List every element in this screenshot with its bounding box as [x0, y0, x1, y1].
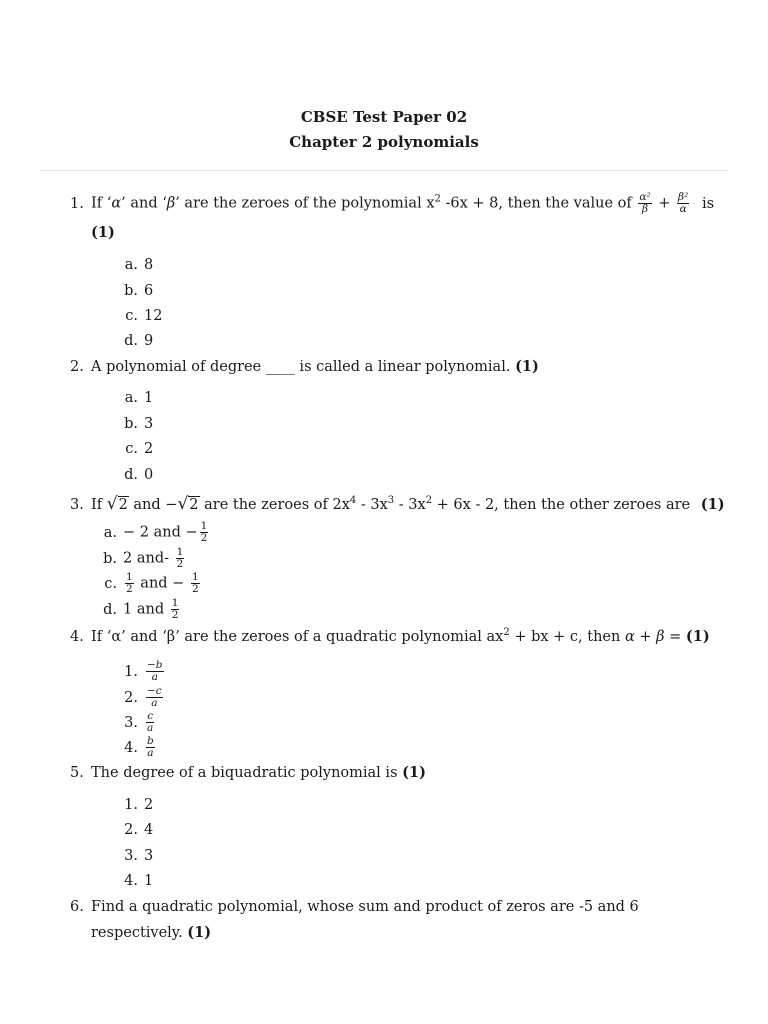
option-label: a. — [124, 390, 138, 406]
option-label: c. — [125, 308, 138, 324]
option-fraction — [146, 686, 163, 709]
plus-sign: + — [658, 195, 671, 212]
question-number: 5. — [70, 765, 84, 781]
q3-option-a — [95, 521, 210, 544]
fraction-one-half — [125, 572, 134, 595]
numerator: −b — [147, 659, 163, 671]
question-6-continued — [91, 923, 751, 943]
option-label: d. — [124, 467, 138, 483]
denominator: 2 — [126, 583, 133, 595]
question-marks: (1) — [187, 924, 212, 941]
option-label: 3. — [124, 714, 138, 731]
option-fraction — [146, 711, 154, 734]
page-subtitle: Chapter 2 polynomials — [289, 133, 479, 151]
question-number: 1. — [70, 195, 84, 212]
denominator: 2 — [200, 532, 208, 544]
option-text: 2 and- — [123, 550, 169, 567]
question-text: The degree of a biquadratic polynomial is — [91, 765, 398, 781]
question-marks: (1) — [402, 764, 426, 781]
denominator: α — [679, 203, 687, 215]
option-text: 2 — [144, 441, 154, 457]
radicand: 2 — [118, 497, 128, 513]
exponent: 4 — [349, 495, 357, 506]
option-label: 4. — [124, 739, 138, 756]
q1-option-d — [116, 331, 153, 351]
fraction-one-half — [171, 598, 180, 621]
q3-text-d: + 6x - 2, then the other zeroes are — [432, 497, 691, 513]
numerator: 1 — [176, 546, 184, 558]
question-5 — [70, 763, 730, 783]
q2-option-a — [116, 388, 153, 408]
option-text: 3 — [144, 848, 154, 864]
q1-text-b: ’ and ‘ — [121, 195, 167, 212]
q5-option-3 — [116, 846, 153, 866]
fraction-beta-sq-over-alpha — [677, 192, 689, 215]
alpha-plus-beta-expression: α + β = — [624, 629, 682, 645]
option-fraction — [146, 660, 164, 683]
option-text: 8 — [144, 257, 154, 273]
denominator: β — [641, 203, 649, 215]
q3-text-if: If — [91, 497, 103, 513]
q2-option-c — [116, 439, 153, 459]
q4-option-3 — [116, 711, 156, 734]
question-number: 4. — [70, 629, 84, 645]
question-number: 6. — [70, 899, 84, 915]
denominator: 2 — [176, 558, 184, 570]
denominator: a — [151, 697, 158, 709]
option-text: 3 — [144, 416, 154, 432]
option-text: 2 — [144, 797, 154, 813]
denominator: 2 — [191, 583, 199, 595]
numerator: β² — [678, 191, 689, 203]
q3-option-c — [95, 572, 202, 595]
option-text: − 2 and − — [123, 524, 198, 541]
option-text: 9 — [144, 333, 154, 349]
option-text: 1 and — [123, 601, 165, 618]
q3-option-b — [95, 547, 186, 570]
numerator: c — [147, 710, 154, 722]
fraction-one-half — [176, 547, 185, 570]
question-text-2: respectively. — [91, 925, 183, 941]
question-marks: (1) — [515, 358, 539, 375]
denominator: a — [147, 747, 154, 759]
numerator: 1 — [200, 520, 208, 532]
header-divider — [40, 170, 728, 171]
option-label: 1. — [124, 797, 138, 813]
q3-option-d — [95, 598, 181, 621]
question-1 — [70, 192, 730, 215]
option-label: a. — [103, 524, 117, 541]
option-label: 3. — [124, 848, 138, 864]
option-text: and − — [140, 575, 185, 592]
question-text: Find a quadratic polynomial, whose sum and product of zeros are -5 and 6 — [91, 899, 639, 915]
numerator: 1 — [171, 597, 179, 609]
q3-text-b: - 3x — [356, 497, 388, 513]
fraction-one-half — [200, 521, 209, 544]
q4-option-4 — [116, 736, 157, 759]
q1-text-d: -6x + 8, then the value of — [440, 195, 632, 212]
option-label: 4. — [124, 873, 138, 889]
option-label: 2. — [124, 822, 138, 838]
q5-option-4 — [116, 871, 153, 891]
option-label: d. — [124, 333, 138, 349]
question-6 — [70, 897, 730, 917]
option-text: 0 — [144, 467, 154, 483]
q1-option-c — [116, 306, 162, 326]
option-text: 1 — [144, 873, 154, 889]
option-label: 1. — [124, 663, 138, 680]
denominator: a — [147, 722, 154, 734]
exponent: 2 — [503, 627, 510, 638]
q3-text-and: and — [133, 497, 161, 513]
q1-option-a — [116, 255, 153, 275]
sqrt-two: √2 — [106, 494, 128, 514]
q1-text-e: is — [701, 195, 715, 212]
q5-option-1 — [116, 795, 153, 815]
numerator: b — [147, 735, 154, 747]
question-text: A polynomial of degree ____ is called a linear polynomial. — [91, 359, 511, 375]
q1-text-c: ’ are the zeroes of the polynomial x — [175, 195, 435, 212]
option-label: 2. — [124, 689, 138, 706]
question-3 — [70, 494, 730, 515]
q3-text-c: - 3x — [394, 497, 426, 513]
question-number: 2. — [70, 359, 84, 375]
denominator: a — [151, 671, 158, 683]
option-text: 6 — [144, 283, 154, 299]
numerator: 1 — [191, 571, 199, 583]
option-label: a. — [124, 257, 138, 273]
numerator: −c — [147, 685, 162, 697]
option-label: b. — [124, 416, 138, 432]
q1-option-b — [116, 281, 153, 301]
option-text: 12 — [144, 308, 163, 324]
question-4 — [70, 627, 730, 647]
q2-option-b — [116, 414, 153, 434]
exponent: 2 — [425, 495, 433, 506]
exponent: 3 — [387, 495, 395, 506]
radicand: 2 — [189, 497, 199, 513]
numerator: α² — [639, 191, 651, 203]
fraction-one-half — [191, 572, 200, 595]
denominator: 2 — [171, 609, 179, 621]
question-2 — [70, 357, 730, 377]
q4-option-1 — [116, 660, 166, 683]
option-label: c. — [104, 575, 117, 592]
question-1-marks: (1) — [91, 224, 115, 241]
q5-option-2 — [116, 820, 153, 840]
q3-text-a: are the zeroes of 2x — [204, 497, 350, 513]
question-number: 3. — [70, 497, 84, 513]
option-label: c. — [125, 441, 138, 457]
option-label: b. — [124, 283, 138, 299]
beta-symbol: β — [166, 195, 176, 212]
alpha-symbol: α — [111, 195, 122, 212]
question-text: If ‘α’ and ‘β’ are the zeroes of a quadratic polynomial ax — [91, 629, 504, 645]
numerator: 1 — [126, 571, 133, 583]
minus-sign: − — [165, 497, 178, 513]
option-text: 4 — [144, 822, 154, 838]
option-fraction — [146, 736, 155, 759]
option-label: d. — [103, 601, 117, 618]
fraction-alpha-sq-over-beta — [638, 192, 651, 215]
exponent: 2 — [434, 193, 441, 205]
question-marks: (1) — [685, 628, 710, 645]
page-title: CBSE Test Paper 02 — [300, 108, 468, 126]
q4-option-2 — [116, 686, 165, 709]
q2-option-d — [116, 465, 153, 485]
question-marks: (1) — [700, 496, 725, 513]
q1-text-a: If ‘ — [91, 195, 112, 212]
option-text: 1 — [144, 390, 154, 406]
sqrt-two-negative: √2 — [177, 494, 199, 514]
option-label: b. — [103, 550, 117, 567]
question-text-2: + bx + c, then — [509, 629, 621, 645]
